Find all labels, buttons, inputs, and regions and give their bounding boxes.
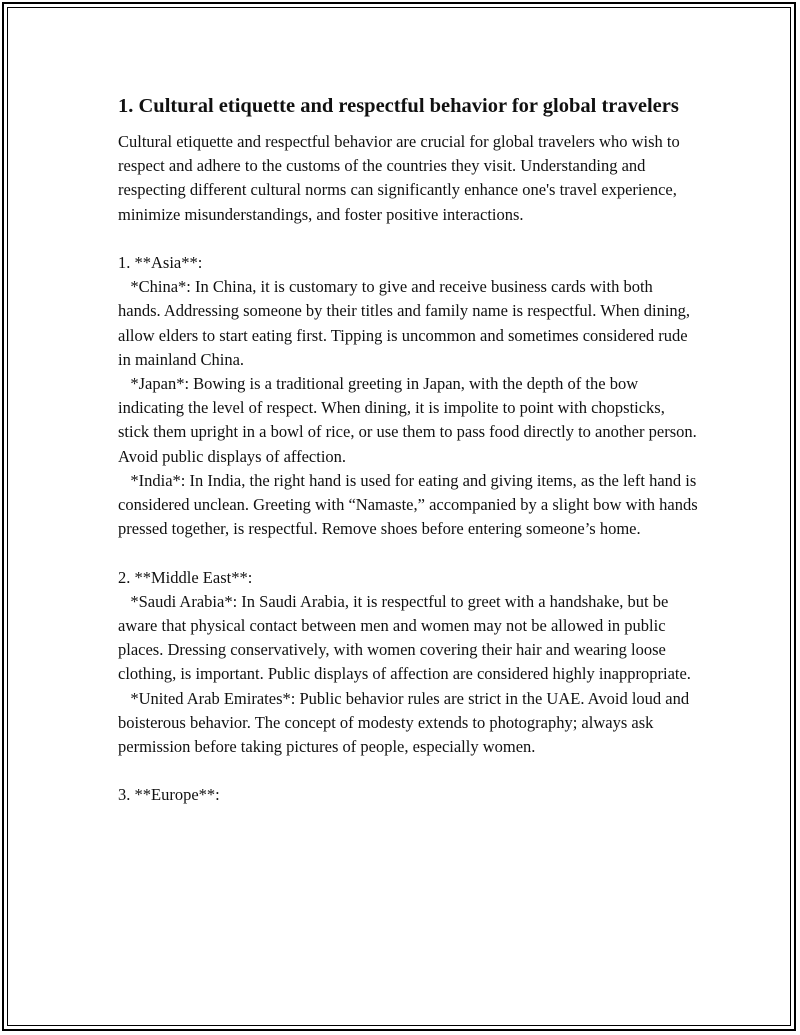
document-body <box>118 93 698 808</box>
intro-paragraph: Cultural etiquette and respectful behavior are crucial for global travelers who wish to respect and adhere to the customs of the countries they visit. Understanding and respecting different cultural norms can significantly enhance one's travel experience, minimize misunderstandings, and foster positive interactions. <box>118 132 680 224</box>
blank-line <box>118 541 698 565</box>
section-heading: 3. **Europe**: <box>118 785 220 805</box>
blank-line <box>118 227 698 251</box>
list-item-china: *China*: In China, it is customary to give and receive business cards with both hands. Addressing someone by their titles and family name is respectful. When dining, allow elders to start eating first. Tipping is uncommon and sometimes considered rude in mainland China. <box>118 277 691 369</box>
list-item-japan: *Japan*: Bowing is a traditional greeting in Japan, with the depth of the bow indicating the level of respect. When dining, it is impolite to point with chopsticks, stick them upright in a bowl of rice, or use them to pass food directly to another person. Avoid public displays of affection. <box>118 374 697 466</box>
list-item-india: *India*: In India, the right hand is used for eating and giving items, as the left hand is considered unclean. Greeting with “Namaste,” accompanied by a slight bow with hands pressed together, is respectful. Remove shoes before entering someone’s home. <box>118 470 698 539</box>
section-middle-east <box>118 566 698 760</box>
section-europe <box>118 783 698 807</box>
blank-line <box>118 759 698 783</box>
section-heading: 2. **Middle East**: <box>118 567 253 587</box>
section-heading: 1. **Asia**: <box>118 253 203 272</box>
list-item-saudi-arabia: *Saudi Arabia*: In Saudi Arabia, it is respectful to greet with a handshake, but be aware that physical contact between men and women may not be allowed in public places. Dressing conservatively, with women covering their hair and wearing loose clothing, is important. Public displays of affection are considered highly inappropriate. <box>118 591 691 684</box>
list-item-uae: *United Arab Emirates*: Public behavior rules are strict in the UAE. Avoid loud and boisterous behavior. The concept of modesty extends to photography; always ask permission before taking pictures of people, especially women. <box>118 688 690 757</box>
document-title: 1. Cultural etiquette and respectful behavior for global travelers <box>118 95 679 117</box>
section-asia <box>118 251 698 541</box>
